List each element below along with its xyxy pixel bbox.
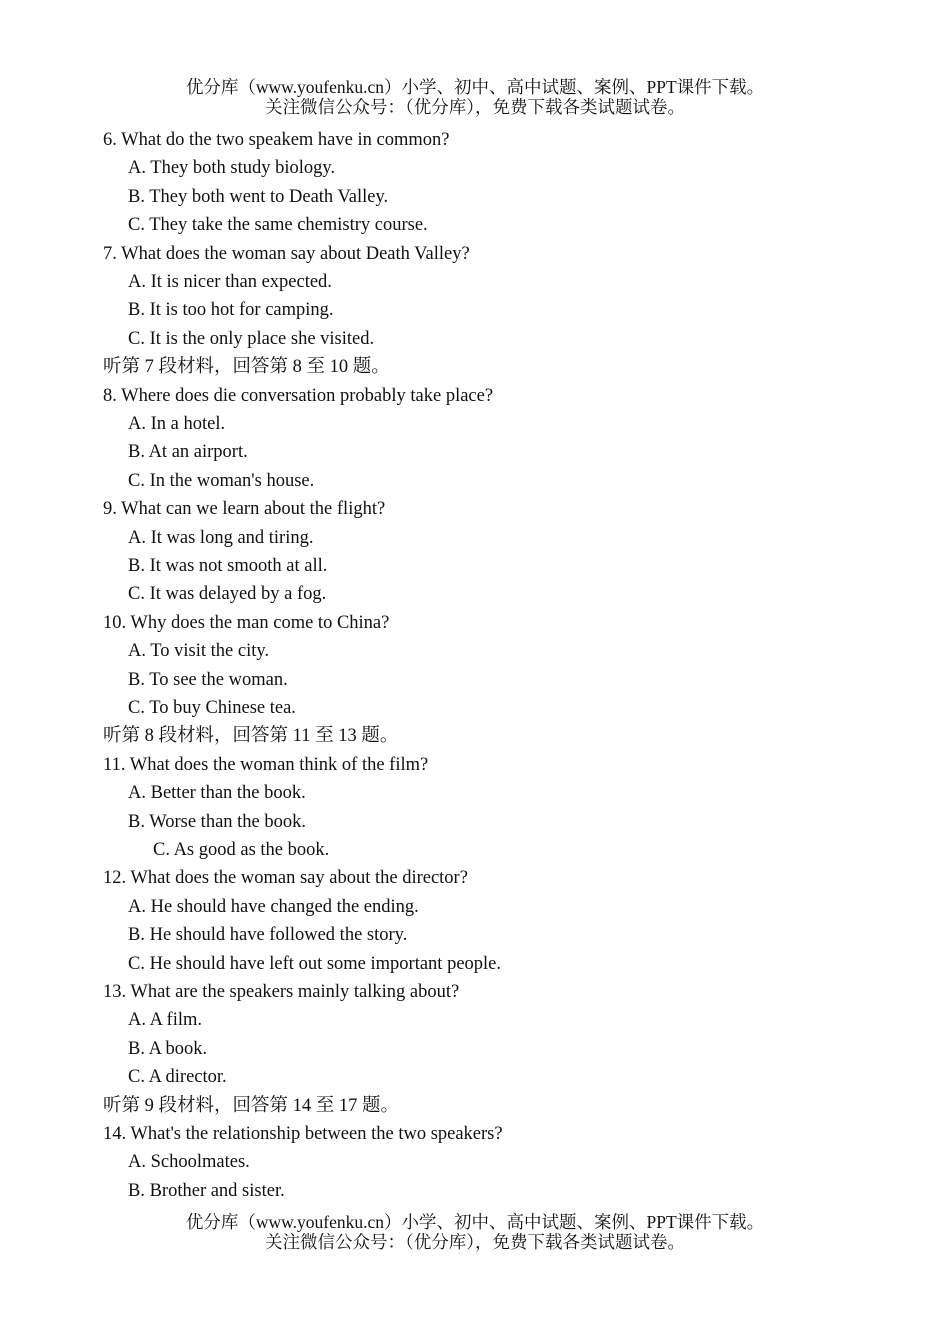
option-line: A. He should have changed the ending.	[128, 896, 419, 917]
option-line: B. It was not smooth at all.	[128, 556, 328, 576]
question-line: 10. Why does the man come to China?	[103, 612, 390, 633]
question-line: 9. What can we learn about the flight?	[103, 499, 386, 520]
option-line: B. Brother and sister.	[128, 1180, 285, 1201]
page-header	[0, 77, 950, 117]
option-line: A. It was long and tiring.	[128, 527, 314, 548]
section-instruction: 听第 8 段材料，回答第 11 至 13 题。	[103, 726, 399, 747]
option-line: A. In a hotel.	[128, 414, 226, 434]
option-line: C. To buy Chinese tea.	[128, 698, 296, 718]
question-line: 8. Where does die conversation probably take place?	[103, 385, 494, 406]
option-line: A. Better than the book.	[128, 783, 306, 804]
option-line: B. They both went to Death Valley.	[128, 186, 389, 207]
question-line: 7. What does the woman say about Death Valley?	[103, 243, 470, 264]
question-line: 14. What's the relationship between the two speakers?	[103, 1124, 503, 1144]
footer-line-2: 关注微信公众号：（优分库），免费下载各类试题试卷。	[265, 1232, 685, 1252]
option-line: B. A book.	[128, 1038, 208, 1059]
option-line: B. Worse than the book.	[128, 811, 307, 832]
option-line: A. To visit the city.	[128, 641, 270, 662]
option-line: B. It is too hot for camping.	[128, 300, 334, 321]
option-line: C. As good as the book.	[153, 840, 330, 860]
section-instruction: 听第 9 段材料，回答第 14 至 17 题。	[103, 1095, 400, 1116]
option-line: A. A film.	[128, 1010, 203, 1031]
option-line: B. To see the woman.	[128, 669, 288, 690]
option-line: B. At an airport.	[128, 442, 248, 463]
option-line: C. It was delayed by a fog.	[128, 584, 327, 605]
header-line-1: 优分库（www.youfenku.cn）小学、初中、高中试题、案例、PPT课件下载。	[185, 77, 765, 97]
option-line: C. In the woman's house.	[128, 470, 315, 491]
question-line: 6. What do the two speakem have in common?	[103, 130, 450, 150]
footer-line-1: 优分库（www.youfenku.cn）小学、初中、高中试题、案例、PPT课件下载。	[185, 1212, 765, 1232]
header-line-2: 关注微信公众号：（优分库），免费下载各类试题试卷。	[265, 97, 685, 117]
option-line: B. He should have followed the story.	[128, 925, 408, 946]
option-line: A. Schoolmates.	[128, 1152, 250, 1173]
question-line: 11. What does the woman think of the film?	[103, 754, 429, 775]
option-line: C. They take the same chemistry course.	[128, 215, 428, 236]
option-line: C. A director.	[128, 1067, 227, 1088]
option-line: C. He should have left out some important people.	[128, 953, 502, 974]
section-instruction: 听第 7 段材料，回答第 8 至 10 题。	[103, 357, 390, 378]
question-line: 12. What does the woman say about the director?	[103, 868, 468, 889]
option-line: A. They both study biology.	[128, 158, 336, 179]
page-footer	[0, 1212, 950, 1252]
question-line: 13. What are the speakers mainly talking about?	[103, 982, 460, 1002]
option-line: C. It is the only place she visited.	[128, 328, 375, 349]
option-line: A. It is nicer than expected.	[128, 272, 332, 292]
